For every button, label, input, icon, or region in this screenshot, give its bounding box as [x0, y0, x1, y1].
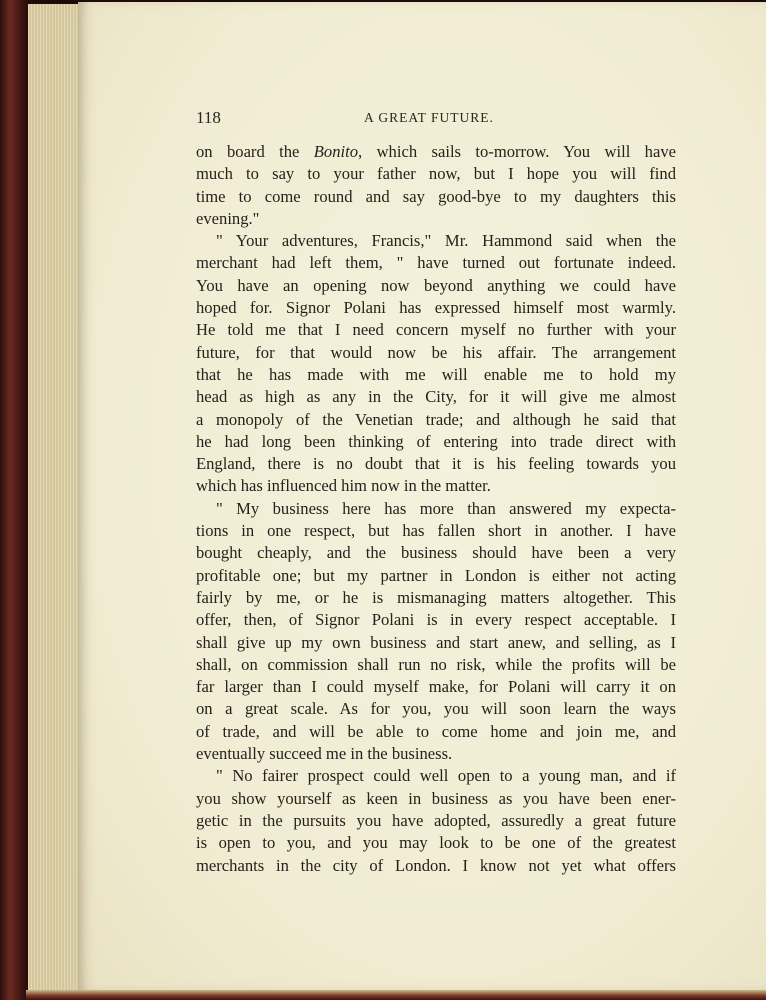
text-line: you show yourself as keen in business as you have been ener- — [196, 788, 676, 808]
text-line: merchant had left them, " have turned out fortunate indeed. — [196, 253, 676, 273]
text-line: merchants in the city of London. I know not yet what offers — [196, 855, 676, 875]
text-line: on a great scale. As for you, you will soon learn the ways — [196, 699, 676, 719]
text-line: much to say to your father now, but I hope you will find — [196, 164, 676, 184]
text-line: is open to you, and you may look to be one of the greatest — [196, 833, 676, 853]
text-line: that he has made with me will enable me to hold my — [196, 364, 676, 384]
body-text — [196, 141, 676, 877]
text-line: fairly by me, or he is mismanaging matters altogether. This — [196, 587, 676, 607]
text-line: he had long been thinking of entering into trade direct with — [196, 431, 676, 451]
text-line: England, there is no doubt that it is his feeling towards you — [196, 454, 676, 474]
text-line: " No fairer prospect could well open to a young man, and if — [216, 766, 676, 786]
text-line: shall, on commission shall run no risk, while the profits will be — [196, 654, 676, 674]
text-line: bought cheaply, and the business should have been a very — [196, 543, 676, 563]
text-line: hoped for. Signor Polani has expressed himself most warmly. — [196, 298, 676, 318]
text-line: a monopoly of the Venetian trade; and although he said that — [196, 409, 676, 429]
running-title: A GREAT FUTURE. — [364, 110, 494, 125]
text-line: tions in one respect, but has fallen short in another. I have — [196, 521, 676, 541]
text-line: time to come round and say good-bye to my daughters this — [196, 186, 676, 206]
text-line: on board the Bonito, which sails to-morrow. You will have — [196, 142, 677, 161]
page-header — [196, 108, 676, 132]
ship-name: Bonito — [313, 142, 359, 161]
text-line: getic in the pursuits you have adopted, assuredly a great future — [196, 810, 676, 830]
text-line: offer, then, of Signor Polani is in every respect acceptable. I — [196, 610, 676, 630]
text-line: future, for that would now be his affair. The arrangement — [196, 342, 676, 362]
text-line: " Your adventures, Francis," Mr. Hammond said when the — [216, 231, 676, 251]
text-line: He told me that I need concern myself no further with your — [196, 320, 676, 340]
page-edges — [28, 4, 85, 994]
text-line: evening." — [196, 208, 260, 228]
text-line: shall give up my own business and start anew, and selling, as I — [196, 632, 676, 652]
text-line: profitable one; but my partner in London is either not acting — [196, 565, 676, 585]
text-line: eventually succeed me in the business. — [196, 744, 453, 764]
text-line: You have an opening now beyond anything we could have — [196, 275, 676, 295]
text-line: head as high as any in the City, for it will give me almost — [196, 387, 676, 407]
text-line: which has influenced him now in the matter. — [196, 476, 491, 496]
page-number: 118 — [196, 108, 221, 127]
text-line: of trade, and will be able to come home and join me, and — [196, 721, 676, 741]
text-line: " My business here has more than answered my expecta- — [216, 498, 676, 518]
book-cover-edge — [26, 990, 766, 1000]
text-line: far larger than I could myself make, for Polani will carry it on — [196, 677, 676, 697]
